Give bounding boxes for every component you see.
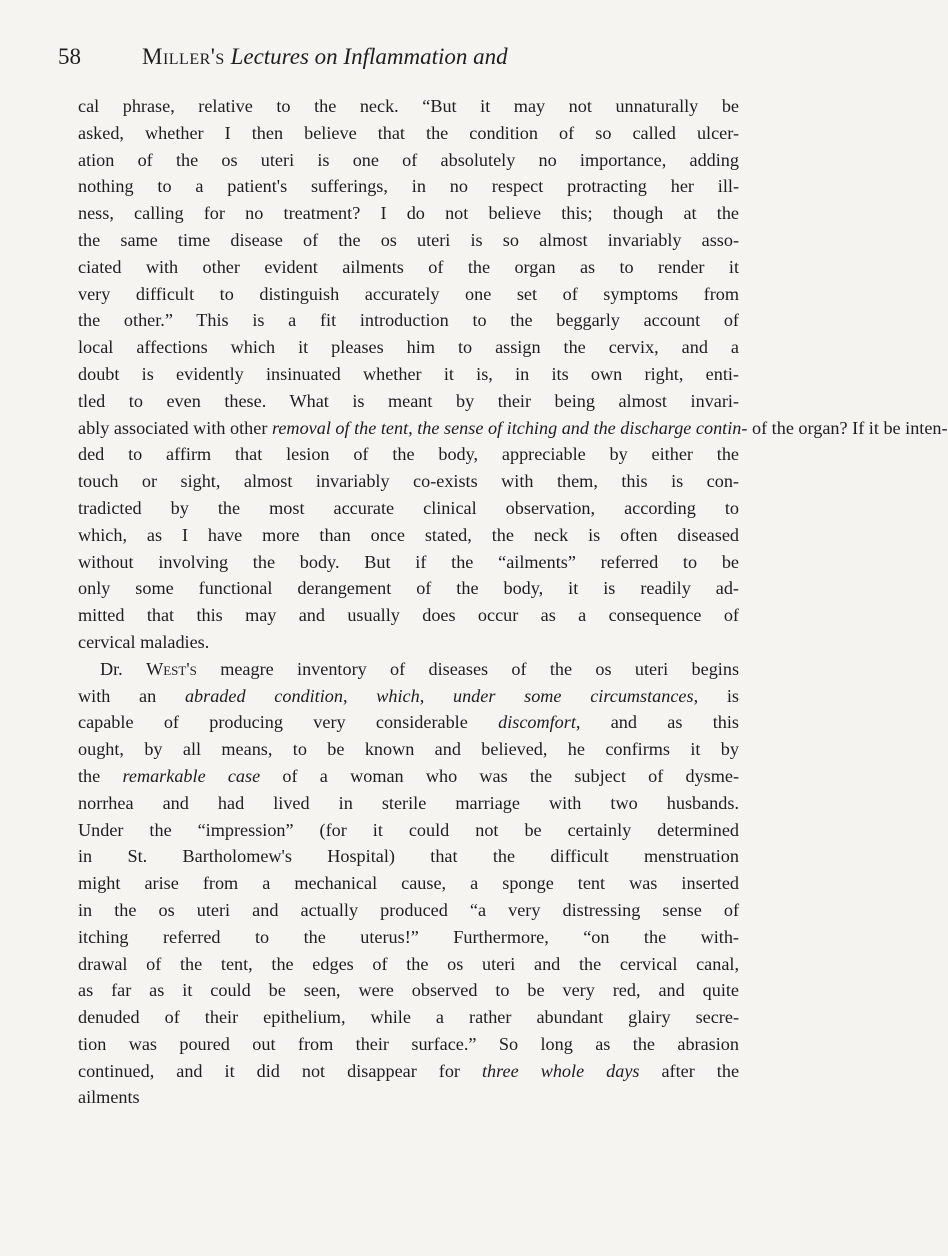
text-line: asked, whether I then believe that the condition of so called ulcer- <box>78 122 739 143</box>
running-head <box>58 40 748 74</box>
text-segment: capable of producing very considerable <box>78 712 468 733</box>
text-line: as far as it could be seen, were observed to be very red, and quite <box>78 980 739 1001</box>
italic-term: removal of the tent, the sense of itching and the discharge contin- <box>271 417 748 438</box>
text-line: ness, calling for no treatment? I do not believe this; though at the <box>78 203 739 224</box>
text-line: the other.” This is a fit introduction to the beggarly account of <box>78 310 739 331</box>
italic-term: discomfort <box>498 712 576 733</box>
text-segment: ably associated with other <box>78 417 268 438</box>
text-line: in St. Bartholomew's Hospital) that the difficult menstruation <box>78 846 739 867</box>
italic-term: under some circumstances <box>452 685 694 706</box>
running-head-author: Miller's <box>142 44 225 69</box>
text-line: which, as I have more than once stated, the neck is often diseased <box>78 524 739 545</box>
text-segment: of the organ? If it be inten- <box>751 417 948 438</box>
text-line: cal phrase, relative to the neck. “But it may not unnaturally be <box>78 96 739 116</box>
text-line: itching referred to the uterus!” Furthermore, “on the with- <box>78 926 739 947</box>
page-number: 58 <box>58 44 81 69</box>
text-line: without involving the body. But if the “ailments” referred to be <box>78 551 739 572</box>
text-line: only some functional derangement of the body, it is readily ad- <box>78 578 739 599</box>
text-segment: , and as this <box>575 712 739 733</box>
body-text <box>78 93 948 1111</box>
text-line: with an abraded condition, which, under some circumstances, is <box>78 685 739 706</box>
text-line: Under the “impression” (for it could not be certainly determined <box>78 819 739 840</box>
text-line: very difficult to distinguish accurately one set of symptoms from <box>78 283 739 304</box>
text-line: ded to affirm that lesion of the body, appreciable by either the <box>78 444 739 465</box>
text-line: ought, by all means, to be known and believed, he confirms it by <box>78 739 739 760</box>
text-line: the same time disease of the os uteri is so almost invariably asso- <box>78 229 739 250</box>
text-line: mitted that this may and usually does occur as a consequence of <box>78 605 739 626</box>
text-line: cervical maladies. <box>78 631 210 652</box>
italic-term: abraded condition <box>184 685 343 706</box>
italic-term: three whole days <box>482 1060 640 1081</box>
text-line <box>78 709 739 736</box>
text-line: might arise from a mechanical cause, a sponge tent was inserted <box>78 873 739 894</box>
text-line: tradicted by the most accurate clinical observation, according to <box>78 497 739 518</box>
italic-term: which <box>376 685 420 706</box>
text-line <box>78 1058 739 1085</box>
text-segment: with an <box>78 685 157 706</box>
text-segment: after the <box>661 1060 740 1081</box>
text-line <box>78 763 739 790</box>
text-line: denuded of their epithelium, while a rather abundant glairy secre- <box>78 1007 739 1028</box>
text-line: local affections which it pleases him to assign the cervix, and a <box>78 337 739 358</box>
text-line: norrhea and had lived in sterile marriage with two husbands. <box>78 792 739 813</box>
text-line: nothing to a patient's sufferings, in no respect protracting her ill- <box>78 176 739 197</box>
author-name: West's <box>146 658 197 679</box>
text-line <box>78 415 948 442</box>
text-line: ailments <box>78 1087 140 1108</box>
text-line: ation of the os uteri is one of absolutely no importance, adding <box>78 149 739 170</box>
text-line: touch or sight, almost invariably co-exists with them, this is con- <box>78 471 739 492</box>
text-line: tion was poured out from their surface.” So long as the abrasion <box>78 1033 739 1054</box>
text-segment: Dr. <box>100 658 123 679</box>
text-line: drawal of the tent, the edges of the os uteri and the cervical canal, <box>78 953 739 974</box>
text-line: doubt is evidently insinuated whether it is, in its own right, enti- <box>78 363 739 384</box>
running-head-title: Lectures on Inflammation and <box>230 44 508 69</box>
text-segment: meagre inventory of diseases of the os uteri begins <box>220 658 740 679</box>
italic-term: remarkable case <box>122 765 261 786</box>
text-segment: of a woman who was the subject of dysme- <box>282 765 740 786</box>
text-line: tled to even these. What is meant by their being almost invari- <box>78 390 739 411</box>
text-line <box>78 656 739 683</box>
text-segment: , is <box>693 685 739 706</box>
text-segment: continued, and it did not disappear for <box>78 1060 460 1081</box>
text-line: ciated with other evident ailments of the organ as to render it <box>78 256 739 277</box>
text-segment: the <box>78 765 101 786</box>
text-line: in the os uteri and actually produced “a very distressing sense of <box>78 899 739 920</box>
